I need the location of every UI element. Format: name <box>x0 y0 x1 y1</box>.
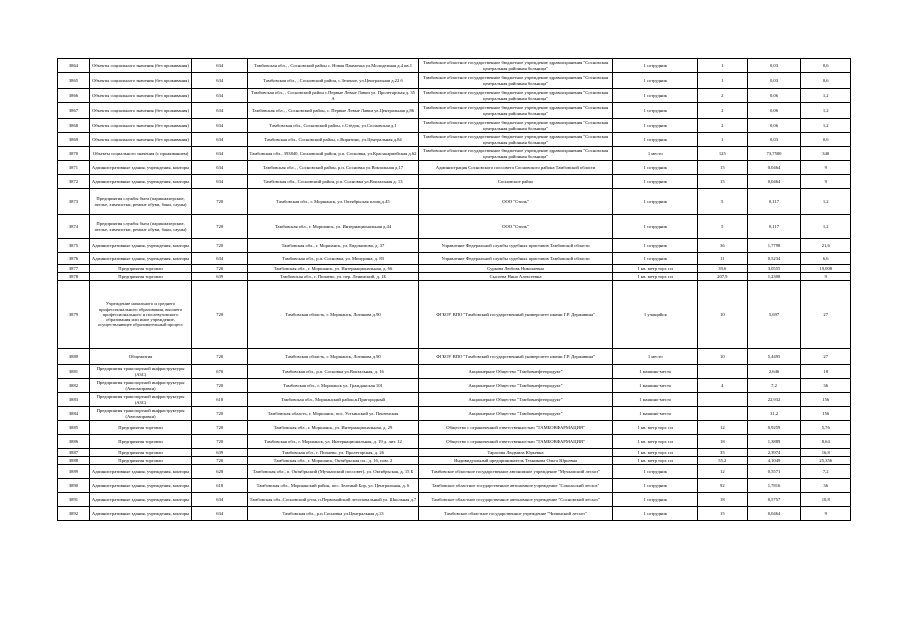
cell-okved-code: 634 <box>192 73 248 89</box>
cell-unit-of-measure: 1 учащийся <box>613 281 698 349</box>
cell-unit-of-measure: 1 сотрудник <box>613 103 698 119</box>
cell-object-type: Административные здания, учреждения, конторы <box>89 479 191 493</box>
cell-row-number: 3876 <box>58 253 90 265</box>
cell-okved-code: 720 <box>192 239 248 253</box>
cell-address: Тамбовская обл.,Сосновский р-он, п.Первомайский лесоповальный ул. Школьная д.7 <box>248 493 418 507</box>
cell-okved-code: 720 <box>192 457 248 465</box>
cell-object-type: Объекты социального значения (без проживания) <box>89 103 191 119</box>
cell-norm-value: 0,9259 <box>747 421 801 435</box>
cell-volume-value: 1,2 <box>801 215 851 239</box>
cell-unit-of-measure: 1 кв. метр торг. пл <box>613 273 698 281</box>
cell-unit-count: 2 <box>698 103 747 119</box>
cell-okved-code: 634 <box>192 89 248 103</box>
cell-norm-value: 0,5571 <box>747 465 801 479</box>
cell-object-type: Объекты социального значения (без проживания) <box>89 89 191 103</box>
cell-address: Тамбовская обл., Моршанский район,в.Пригородный <box>248 393 418 407</box>
cell-unit-of-measure: 1 сотрудник <box>613 493 698 507</box>
table-row <box>58 349 851 365</box>
cell-unit-of-measure: 1 сотрудник <box>613 73 698 89</box>
cell-unit-of-measure: 1 сотрудник <box>613 119 698 133</box>
table-row <box>58 465 851 479</box>
cell-unit-of-measure: 1 кв. метр торг. пл <box>613 457 698 465</box>
cell-okved-code: 720 <box>192 265 248 273</box>
cell-row-number: 3880 <box>58 349 90 365</box>
cell-volume-value: 9 <box>801 273 851 281</box>
table-row <box>58 175 851 189</box>
cell-row-number: 3875 <box>58 239 90 253</box>
cell-unit-count: 2 <box>698 89 747 103</box>
cell-unit-of-measure: 1 машино-место <box>613 407 698 421</box>
cell-okved-code: 720 <box>192 349 248 365</box>
cell-organization: Акционерное Общество "Тамбовнефтепродукт" <box>418 365 613 379</box>
cell-row-number: 3888 <box>58 457 90 465</box>
cell-unit-count: 11 <box>698 253 747 265</box>
cell-row-number: 3869 <box>58 133 90 147</box>
cell-address: Тамбовская обл., р.п. Сосновка, ул. Мичурина, д. 83 <box>248 253 418 265</box>
cell-okved-code: 628 <box>192 465 248 479</box>
cell-unit-of-measure: 1 сотрудник <box>613 59 698 73</box>
cell-object-type: Общежития <box>89 349 191 365</box>
table-row <box>58 449 851 457</box>
cell-address: Тамбовская обл., Сосновский район, с.Вирятино, ул.Центральная д.84 <box>248 133 418 147</box>
cell-organization: Общество с ограниченной ответственностью "ТАМБОВФАРМАЦИЯ" <box>418 421 613 435</box>
cell-norm-value: 5,4495 <box>747 349 801 365</box>
cell-norm-value: 0,06 <box>747 89 801 103</box>
table-row <box>58 393 851 407</box>
cell-norm-value: 2,3974 <box>747 449 801 457</box>
cell-object-type: Предприятия транспортной инфраструктуры (Автозаправки) <box>89 407 191 421</box>
cell-unit-count: 10 <box>698 281 747 349</box>
cell-unit-count: 1 <box>698 59 747 73</box>
cell-unit-of-measure: 1 сотрудник <box>613 507 698 521</box>
table-row <box>58 189 851 215</box>
cell-norm-value: 3,0555 <box>747 265 801 273</box>
cell-row-number: 3864 <box>58 59 90 73</box>
table-row <box>58 215 851 239</box>
cell-unit-of-measure: 1 сотрудник <box>613 465 698 479</box>
cell-address: Тамбовская обл., г. Пичаево, ул. пер. Ленинский, д. 1Б <box>248 273 418 281</box>
cell-row-number: 3890 <box>58 479 90 493</box>
cell-address: Тамбовская обл., , Сосновский район с. Новая Панмочка ул.Молодежная д.4 кв.1 <box>248 59 418 73</box>
cell-address: Тамбовская область, г. Моршанск, Лотикова д.90 <box>248 349 418 365</box>
registry-table-body <box>58 59 851 521</box>
cell-object-type: Административные здания, учреждения, конторы <box>89 239 191 253</box>
cell-organization: Общество с ограниченной ответственностью "ТАМБОВФАРМАЦИЯ" <box>418 435 613 449</box>
cell-object-type: Предприятия торговли <box>89 457 191 465</box>
cell-volume-value: 0,6 <box>801 73 851 89</box>
cell-address: Тамбовская обл., г. Моршанск ул. Гражданская 101 <box>248 379 418 393</box>
cell-object-type: Объекты социального значения (с проживанием) <box>89 147 191 161</box>
cell-organization: Акционерное Общество "Тамбовнефтепродукт" <box>418 393 613 407</box>
cell-unit-of-measure: 1 место <box>613 349 698 365</box>
cell-organization: Суркова Любовь Николаевна <box>418 265 613 273</box>
cell-unit-count: 12 <box>698 465 747 479</box>
cell-norm-value: 0,0464 <box>747 161 801 175</box>
cell-object-type: Административные здания, учреждения, конторы <box>89 161 191 175</box>
cell-row-number: 3881 <box>58 365 90 379</box>
cell-okved-code: 720 <box>192 379 248 393</box>
cell-okved-code: 634 <box>192 507 248 521</box>
cell-unit-count: 12 <box>698 421 747 435</box>
cell-organization: Тамбовское областное государственное бюджетное учреждение здравоохранения "Сосновская центральная районная больница" <box>418 103 613 119</box>
cell-address: Тамбовская обл., г. Моршанск, Октябрьская пл., д. 16, пом. 2 <box>248 457 418 465</box>
cell-row-number: 3866 <box>58 89 90 103</box>
cell-volume-value: 1,2 <box>801 89 851 103</box>
table-row <box>58 479 851 493</box>
cell-volume-value: 6,6 <box>801 253 851 265</box>
cell-unit-of-measure: 1 сотрудник <box>613 239 698 253</box>
cell-address: Тамбовская обл., Сосновский район, р.п. Сосновка ул.Вокзальная д. 13 <box>248 175 418 189</box>
cell-unit-of-measure: 1 кв. метр торг. пл <box>613 265 698 273</box>
cell-organization: Тамбовское областное государственное автономное учреждение "Сокольский лесхоз" <box>418 479 613 493</box>
table-row <box>58 457 851 465</box>
cell-okved-code: 634 <box>192 493 248 507</box>
cell-volume-value: 7,2 <box>801 465 851 479</box>
table-row <box>58 253 851 265</box>
cell-norm-value: 4,1049 <box>747 457 801 465</box>
table-row <box>58 119 851 133</box>
cell-address: Тамбовская обл., г. Моршанск, ул. Евдокимова, д. 37 <box>248 239 418 253</box>
cell-volume-value: 25,356 <box>801 457 851 465</box>
cell-unit-count: 125 <box>698 147 747 161</box>
cell-unit-count: 18 <box>698 493 747 507</box>
cell-norm-value: 0,117 <box>747 215 801 239</box>
cell-volume-value: 36 <box>801 379 851 393</box>
cell-volume-value: 340 <box>801 147 851 161</box>
cell-volume-value: 1,2 <box>801 119 851 133</box>
cell-volume-value: 156 <box>801 407 851 421</box>
cell-row-number: 3891 <box>58 493 90 507</box>
cell-volume-value: 0,6 <box>801 59 851 73</box>
cell-unit-count: 39,6 <box>698 265 747 273</box>
cell-volume-value: 27 <box>801 281 851 349</box>
cell-okved-code: 618 <box>192 393 248 407</box>
cell-unit-count: 5 <box>698 215 747 239</box>
cell-volume-value: 1,2 <box>801 103 851 119</box>
cell-organization: Тамбовское областное государственное учреждение "Чичинский лесхоз" <box>418 507 613 521</box>
cell-row-number: 3879 <box>58 281 90 349</box>
cell-unit-of-measure: 1 сотрудник <box>613 175 698 189</box>
cell-unit-of-measure: 1 сотрудник <box>613 479 698 493</box>
cell-norm-value: 1,2308 <box>747 273 801 281</box>
table-row <box>58 239 851 253</box>
cell-norm-value: 0,5234 <box>747 253 801 265</box>
table-row <box>58 89 851 103</box>
cell-okved-code: 634 <box>192 119 248 133</box>
cell-unit-of-measure: 1 машино-место <box>613 379 698 393</box>
cell-norm-value: 0,0464 <box>747 507 801 521</box>
cell-norm-value: 1,7798 <box>747 239 801 253</box>
cell-object-type: Предприятия торговли <box>89 435 191 449</box>
cell-volume-value: 36 <box>801 479 851 493</box>
cell-organization: Тамбовское областное государственное автономное учреждение "Мучкапский лесхоз" <box>418 465 613 479</box>
cell-volume-value: 0,6 <box>801 133 851 147</box>
cell-address: Тамбовская обл., г. Моршанск, ул. Интернациональная, д. 19 д. лит. 12 <box>248 435 418 449</box>
cell-okved-code: 720 <box>192 421 248 435</box>
cell-row-number: 3886 <box>58 435 90 449</box>
cell-okved-code: 670 <box>192 365 248 379</box>
cell-unit-count: 207,9 <box>698 273 747 281</box>
cell-organization: Индивидуальный предприниматель Техникова Ольга Юрьевна <box>418 457 613 465</box>
cell-unit-of-measure: 1 сотрудник <box>613 89 698 103</box>
cell-unit-count: 92 <box>698 479 747 493</box>
cell-okved-code: 634 <box>192 133 248 147</box>
cell-unit-count <box>698 365 747 379</box>
cell-address: Тамбовская обл., , Сосновский район, с.Зеленое, ул.Центральная д.22 б <box>248 73 418 89</box>
cell-row-number: 3877 <box>58 265 90 273</box>
table-row <box>58 365 851 379</box>
cell-unit-count: 1 <box>698 133 747 147</box>
cell-unit-of-measure: 1 сотрудник <box>613 215 698 239</box>
cell-okved-code: 639 <box>192 449 248 457</box>
cell-row-number: 3871 <box>58 161 90 175</box>
cell-row-number: 3878 <box>58 273 90 281</box>
cell-address: Тамбовская область, г. Моршанск, пос. Устьинский ул. Пензенская <box>248 407 418 421</box>
cell-norm-value: 1,7816 <box>747 479 801 493</box>
cell-norm-value: 73,7500 <box>747 147 801 161</box>
table-row <box>58 493 851 507</box>
cell-organization: Управление Федеральной службы судебных приставов Тамбовской области <box>418 253 613 265</box>
cell-row-number: 3892 <box>58 507 90 521</box>
cell-object-type: Административные здания, учреждения, конторы <box>89 465 191 479</box>
cell-unit-count: 35 <box>698 449 747 457</box>
table-row <box>58 161 851 175</box>
cell-unit-count <box>698 393 747 407</box>
cell-organization: ФГБОУ ВПО "Тамбовский государственный университет имени Г.Р. Державина" <box>418 349 613 365</box>
cell-address: Тамбовская обл., , Сосновский район с.Первые Левые Лавки ул. Пролетарская д. 35 А <box>248 89 418 103</box>
cell-volume-value: 27 <box>801 349 851 365</box>
table-row <box>58 265 851 273</box>
table-row <box>58 435 851 449</box>
cell-unit-count: 15 <box>698 175 747 189</box>
cell-norm-value: 0,5757 <box>747 493 801 507</box>
cell-unit-count: 15 <box>698 161 747 175</box>
cell-okved-code: 634 <box>192 103 248 119</box>
cell-row-number: 3872 <box>58 175 90 189</box>
cell-organization: Тамбовское областное государственное автономное учреждение "Сосновский лесхоз" <box>418 493 613 507</box>
cell-address: Тамбовская обл., р.п.Сосновка ул.Центральная д.13 <box>248 507 418 521</box>
cell-organization: Тарасова Людмила Юрьевна <box>418 449 613 457</box>
cell-row-number: 3874 <box>58 215 90 239</box>
cell-organization: Сосновское райпо <box>418 175 613 189</box>
cell-address: Тамбовская обл., Моршанский район, пос. Зеленый Бор, ул. Центральная, д. 6 <box>248 479 418 493</box>
cell-unit-of-measure: 1 машино-место <box>613 365 698 379</box>
cell-object-type: Предприятия торговли <box>89 265 191 273</box>
cell-norm-value: 1,3889 <box>747 435 801 449</box>
table-row <box>58 73 851 89</box>
cell-object-type: Административные здания, учреждения, конторы <box>89 493 191 507</box>
cell-object-type: Предприятия торговли <box>89 273 191 281</box>
cell-object-type: Административные здания, учреждения, конторы <box>89 175 191 189</box>
cell-row-number: 3882 <box>58 379 90 393</box>
cell-volume-value: 5,76 <box>801 421 851 435</box>
cell-volume-value: 18 <box>801 365 851 379</box>
cell-organization: Администрация Сосновского поссовета Сосновского района Тамбовской области <box>418 161 613 175</box>
cell-volume-value: 9 <box>801 161 851 175</box>
cell-unit-count: 10 <box>698 349 747 365</box>
cell-norm-value: 0,06 <box>747 103 801 119</box>
cell-object-type: Административные здания, учреждения, конторы <box>89 507 191 521</box>
cell-unit-of-measure: 1 кв. метр торг. пл <box>613 435 698 449</box>
cell-row-number: 3883 <box>58 393 90 407</box>
cell-okved-code: 618 <box>192 479 248 493</box>
cell-okved-code: 639 <box>192 273 248 281</box>
cell-volume-value: 9 <box>801 507 851 521</box>
cell-object-type: Объекты социального значения (без проживания) <box>89 133 191 147</box>
cell-volume-value: 10,8 <box>801 493 851 507</box>
cell-unit-of-measure: 1 машино-место <box>613 393 698 407</box>
cell-organization: Тамбовское областное государственное бюджетное учреждение здравоохранения "Сосновская центральная районная больница" <box>418 73 613 89</box>
cell-organization: ООО "Стиль" <box>418 215 613 239</box>
cell-unit-count <box>698 407 747 421</box>
cell-norm-value: 0,03 <box>747 59 801 73</box>
cell-unit-count: 4 <box>698 379 747 393</box>
cell-object-type: Предприятия торговли <box>89 421 191 435</box>
table-row <box>58 103 851 119</box>
cell-unit-count: 36 <box>698 239 747 253</box>
cell-unit-of-measure: 1 кв. метр торг. пл <box>613 421 698 435</box>
cell-norm-value: 0,03 <box>747 73 801 89</box>
cell-organization: ФГБОУ ВПО "Тамбовский государственный университет имени Г.Р. Державина" <box>418 281 613 349</box>
cell-norm-value: 22,932 <box>747 393 801 407</box>
cell-address: Тамбовская обл., 393840, Сосновский район, р.п. Сосновка, ул.Красноармейская д.62 <box>248 147 418 161</box>
cell-unit-of-measure: 1 сотрудник <box>613 161 698 175</box>
cell-norm-value: 31,2 <box>747 407 801 421</box>
cell-norm-value: 5,697 <box>747 281 801 349</box>
cell-address: Тамбовская обл., г. Моршанск, ул. Интернациональная, д. 66 <box>248 265 418 273</box>
cell-unit-of-measure: 1 сотрудник <box>613 253 698 265</box>
cell-address: Тамбовская обл., г. Моршанск, ул. Интернациональная д.44 <box>248 215 418 239</box>
cell-object-type: Объекты социального значения (без проживания) <box>89 73 191 89</box>
cell-okved-code: 720 <box>192 435 248 449</box>
cell-object-type: Учреждение начального и среднего профессионального образования, высшего профессионального и послевузовского образования или иное учреждение, осуществляющее образовательный процесс <box>89 281 191 349</box>
cell-norm-value: 0,117 <box>747 189 801 215</box>
cell-norm-value: 0,06 <box>747 119 801 133</box>
cell-organization: Тамбовское областное государственное бюджетное учреждение здравоохранения "Сосновская центральная районная больница" <box>418 133 613 147</box>
cell-organization: ООО "Стиль" <box>418 189 613 215</box>
cell-address: Тамбовская обл., г. Моршанск, ул. Интернациональная, д. 29 <box>248 421 418 435</box>
cell-volume-value: 9 <box>801 175 851 189</box>
cell-address: Тамбовская обл., г. Моршанск, ул. Октябрьская площ.д.45 <box>248 189 418 215</box>
cell-unit-of-measure: 1 сотрудник <box>613 133 698 147</box>
cell-row-number: 3885 <box>58 421 90 435</box>
cell-volume-value: 156 <box>801 393 851 407</box>
cell-unit-count: 5 <box>698 189 747 215</box>
cell-okved-code: 634 <box>192 59 248 73</box>
cell-row-number: 3884 <box>58 407 90 421</box>
cell-unit-count: 1 <box>698 73 747 89</box>
cell-unit-count: 2 <box>698 119 747 133</box>
cell-row-number: 3873 <box>58 189 90 215</box>
cell-organization: Сысоева Нина Алексеевна <box>418 273 613 281</box>
cell-norm-value: 0,03 <box>747 133 801 147</box>
cell-object-type: Предприятия службы быта (парикмахерские, ателье, химчистки, ремонт обуви, бани, сауны) <box>89 215 191 239</box>
cell-object-type: Предприятия транспортной инфраструктуры (Автозаправки) <box>89 379 191 393</box>
cell-norm-value: 7,2 <box>747 379 801 393</box>
cell-okved-code: 634 <box>192 147 248 161</box>
cell-unit-of-measure: 1 место <box>613 147 698 161</box>
cell-okved-code: 634 <box>192 175 248 189</box>
cell-address: Тамбовская обл., г. Пичаево, ул. Пролетарская, д. 26 <box>248 449 418 457</box>
cell-okved-code: 634 <box>192 161 248 175</box>
cell-okved-code: 634 <box>192 253 248 265</box>
cell-unit-of-measure: 1 сотрудник <box>613 189 698 215</box>
cell-address: Тамбовская обл., , Сосновский район, с. Первые Левые Лавки ул.Центральная д.86 <box>248 103 418 119</box>
cell-organization: Тамбовское областное государственное бюджетное учреждение здравоохранения "Сосновская центральная районная больница" <box>418 147 613 161</box>
cell-address: Тамбовская обл., п. Октябрьский (Мучкапский поссовет), ул. Октябрьская, д. 15 Б <box>248 465 418 479</box>
table-row <box>58 407 851 421</box>
table-row <box>58 507 851 521</box>
cell-unit-count: 18 <box>698 435 747 449</box>
cell-organization: Тамбовское областное государственное бюджетное учреждение здравоохранения "Сосновская центральная районная больница" <box>418 59 613 73</box>
table-row <box>58 147 851 161</box>
cell-norm-value: 0,0464 <box>747 175 801 189</box>
table-row <box>58 281 851 349</box>
cell-okved-code: 720 <box>192 189 248 215</box>
cell-address: Тамбовская обл., р.п. Сосновка ул.Вокзальная, д. 16 <box>248 365 418 379</box>
cell-volume-value: 1,2 <box>801 189 851 215</box>
cell-volume-value: 16,8 <box>801 449 851 457</box>
cell-unit-count: 55,2 <box>698 457 747 465</box>
cell-organization: Акционерное Общество "Тамбовнефтепродукт" <box>418 407 613 421</box>
cell-volume-value: 8,64 <box>801 435 851 449</box>
table-row <box>58 273 851 281</box>
cell-volume-value: 21,6 <box>801 239 851 253</box>
cell-organization: Управление Федеральной службы судебных приставов Тамбовской области <box>418 239 613 253</box>
cell-address: Тамбовская обл., Сосновский район, с.Стёдок, ул.Сосновская д.1 <box>248 119 418 133</box>
table-row <box>58 421 851 435</box>
cell-object-type: Предприятия службы быта (парикмахерские, ателье, химчистки, ремонт обуви, бани, сауны) <box>89 189 191 215</box>
cell-object-type: Объекты социального значения (без проживания) <box>89 59 191 73</box>
table-row <box>58 133 851 147</box>
table-row <box>58 379 851 393</box>
cell-row-number: 3889 <box>58 465 90 479</box>
cell-row-number: 3887 <box>58 449 90 457</box>
cell-address: Тамбовская обл., , Сосновский район, р.п. Сосновка ул.Вокзальная д.17 <box>248 161 418 175</box>
cell-organization: Акционерное Общество "Тамбовнефтепродукт" <box>418 379 613 393</box>
cell-unit-of-measure: 1 кв. метр торг. пл <box>613 449 698 457</box>
cell-object-type: Административные здания, учреждения, конторы <box>89 253 191 265</box>
cell-okved-code: 720 <box>192 281 248 349</box>
cell-row-number: 3867 <box>58 103 90 119</box>
cell-organization: Тамбовское областное государственное бюджетное учреждение здравоохранения "Сосновская центральная районная больница" <box>418 119 613 133</box>
cell-object-type: Объекты социального значения (без проживания) <box>89 119 191 133</box>
cell-okved-code: 720 <box>192 215 248 239</box>
cell-row-number: 3870 <box>58 147 90 161</box>
cell-row-number: 3868 <box>58 119 90 133</box>
cell-okved-code: 720 <box>192 407 248 421</box>
cell-unit-count: 15 <box>698 507 747 521</box>
cell-organization: Тамбовское областное государственное бюджетное учреждение здравоохранения "Сосновская центральная районная больница" <box>418 89 613 103</box>
table-row <box>58 59 851 73</box>
cell-norm-value: 2,646 <box>747 365 801 379</box>
cell-object-type: Предприятия транспортной инфраструктуры (АЗС) <box>89 393 191 407</box>
cell-volume-value: 19,008 <box>801 265 851 273</box>
registry-table <box>57 58 851 521</box>
cell-row-number: 3865 <box>58 73 90 89</box>
cell-object-type: Предприятия торговли <box>89 449 191 457</box>
cell-address: Тамбовская область, г. Моршанск, Лотикова д.90 <box>248 281 418 349</box>
cell-object-type: Предприятия транспортной инфраструктуры (АЗС) <box>89 365 191 379</box>
